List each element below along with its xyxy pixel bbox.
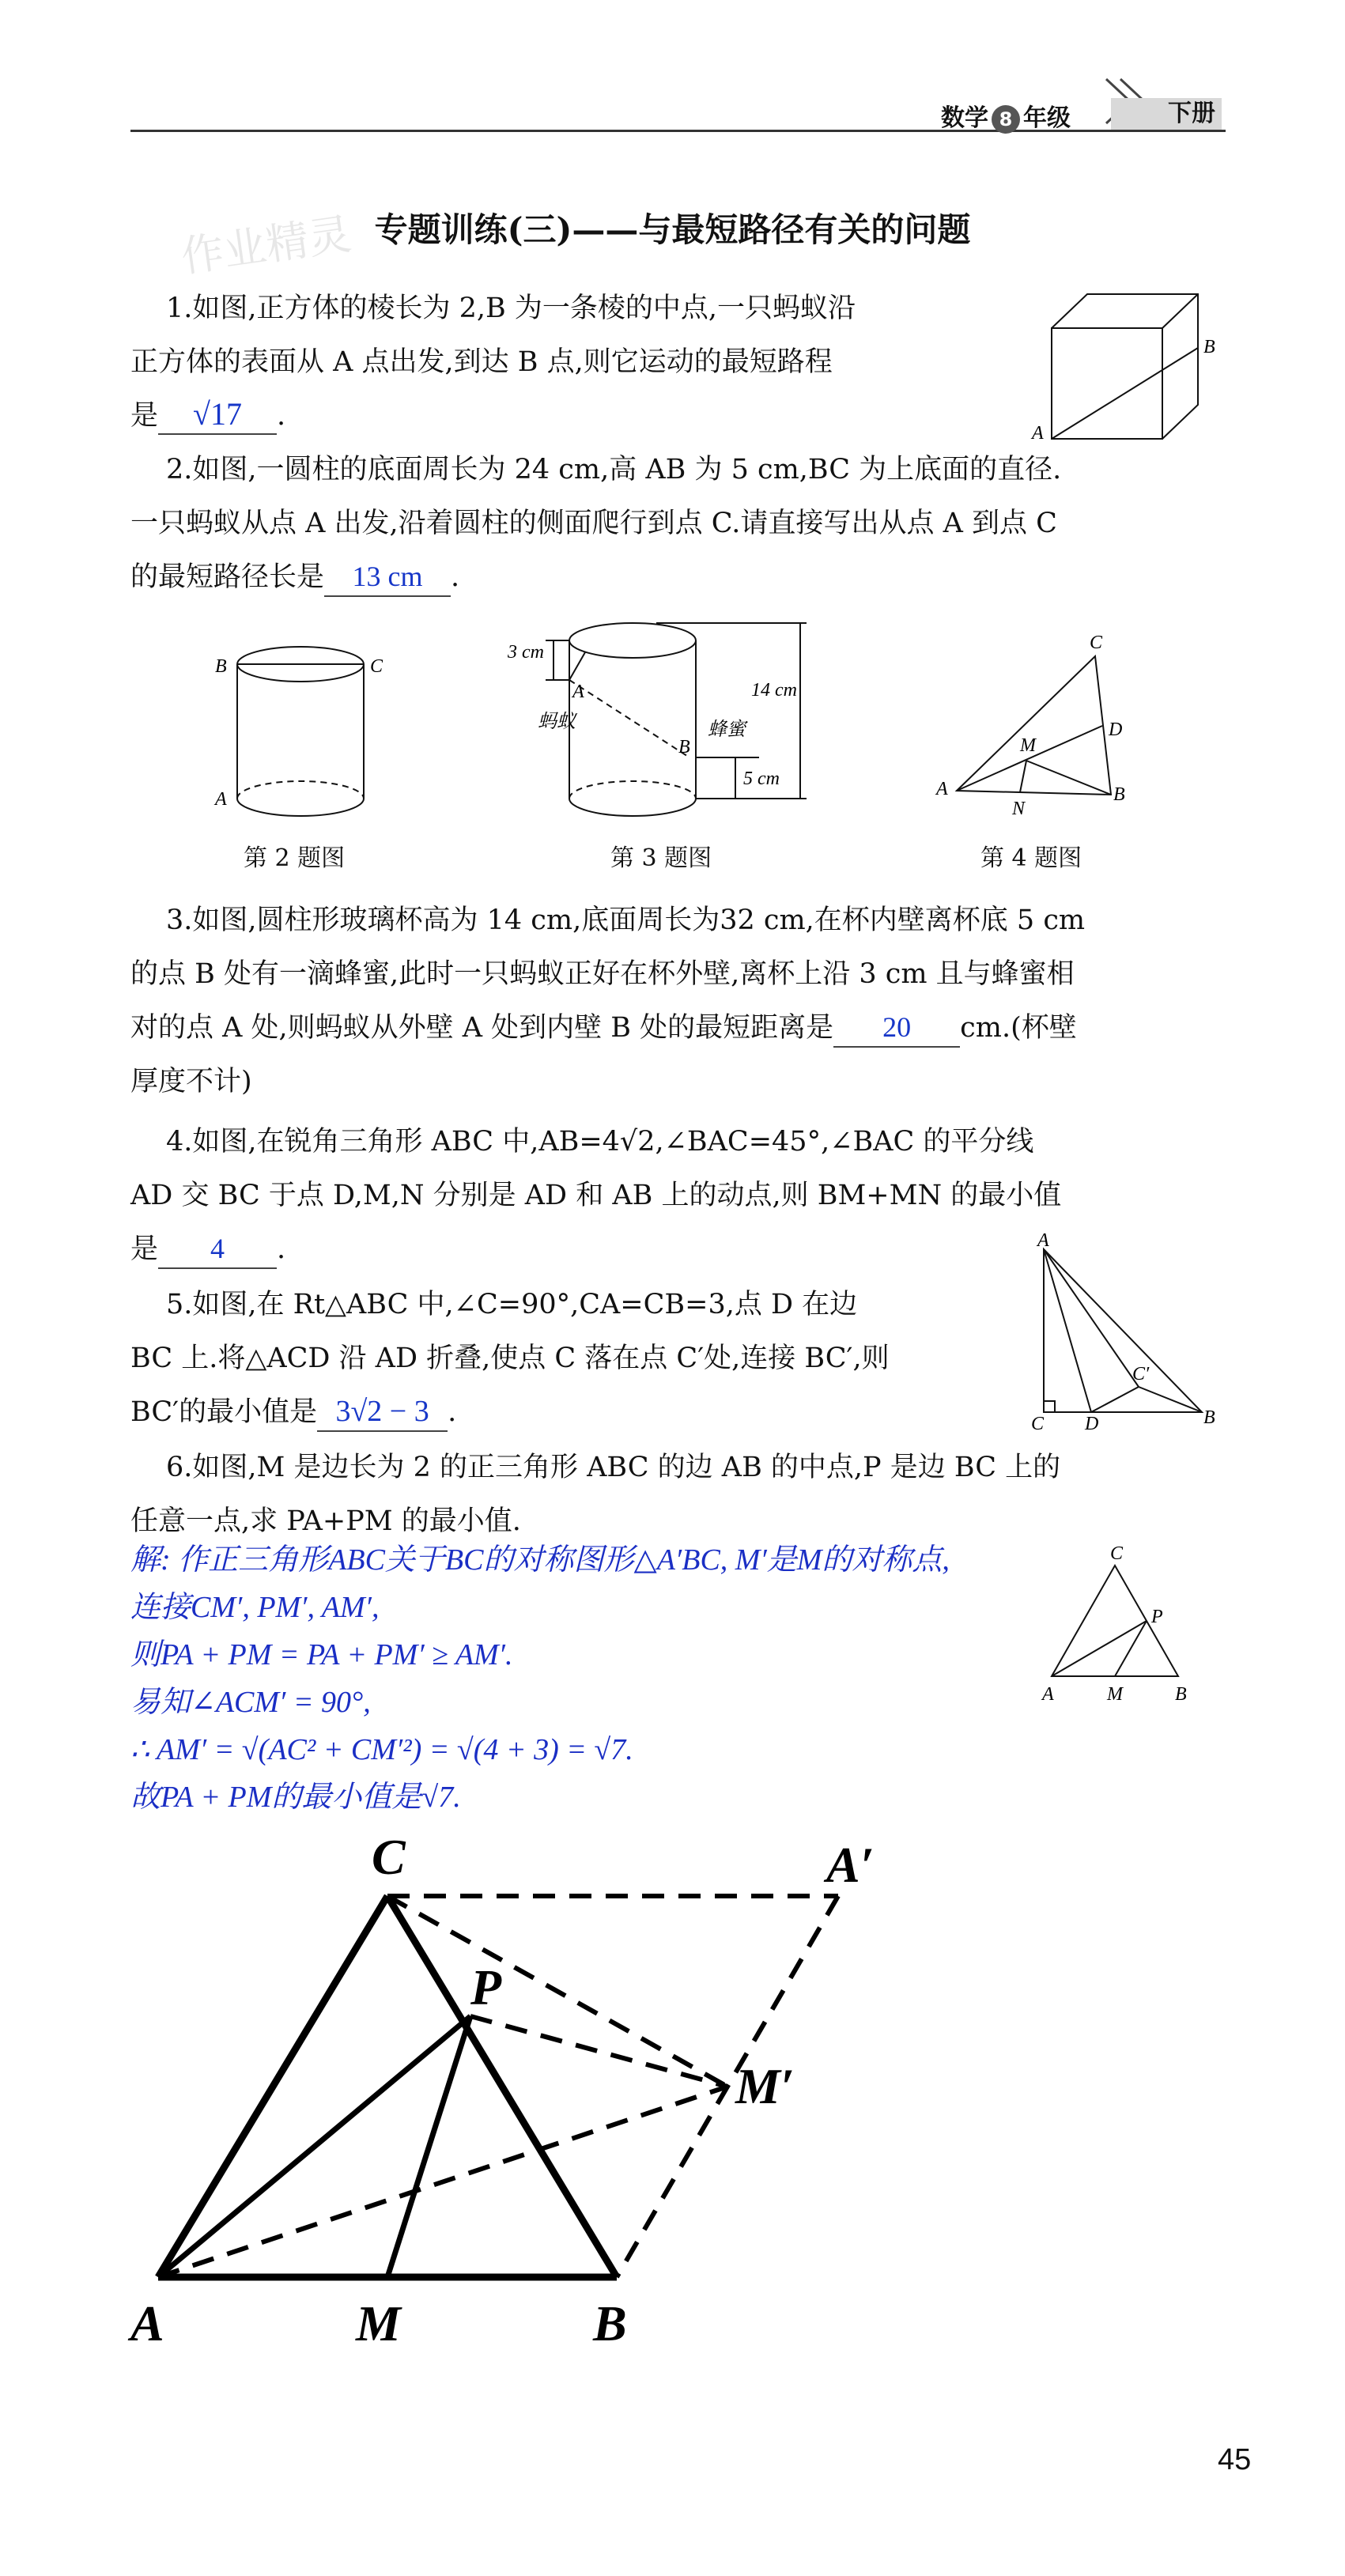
header-grade-label: 年级 bbox=[1023, 104, 1071, 132]
fig6-label-b: B bbox=[1175, 1684, 1187, 1705]
solution-line-4: 易知∠ACM′ = 90°, bbox=[130, 1686, 371, 1719]
fig6-label-c: C bbox=[1110, 1543, 1124, 1564]
caption-figure-3: 第 3 题图 bbox=[610, 844, 712, 872]
fig5-label-c-prime: C′ bbox=[1132, 1364, 1150, 1384]
fig5-label-b: B bbox=[1203, 1407, 1215, 1428]
caption-figure-4: 第 4 题图 bbox=[980, 844, 1082, 872]
problem-4-answer: 4 bbox=[158, 1229, 277, 1269]
problem-2-line-1: 2.如图,一圆柱的底面周长为 24 cm,高 AB 为 5 cm,BC 为上底面的直径. bbox=[166, 454, 1062, 485]
problem-4-answer-line bbox=[130, 1222, 285, 1276]
fig6-label-a: A bbox=[1042, 1684, 1054, 1705]
problem-3-answer-line bbox=[130, 1001, 1077, 1055]
problem-4-line-1: 4.如图,在锐角三角形 ABC 中,AB=4√2,∠BAC=45°,∠BAC 的平分线 bbox=[166, 1126, 1034, 1158]
fig3-label-honey: 蜂蜜 bbox=[708, 720, 746, 740]
fig3-label-a: A bbox=[572, 682, 584, 702]
problem-5-answer: 3√2 − 3 bbox=[317, 1392, 448, 1432]
figure-3-glass bbox=[506, 609, 822, 822]
problem-3-answer: 20 bbox=[833, 1008, 960, 1048]
fig5-label-c: C bbox=[1031, 1414, 1045, 1431]
problem-5-line-1: 5.如图,在 Rt△ABC 中,∠C=90°,CA=CB=3,点 D 在边 bbox=[166, 1289, 858, 1320]
fig3-label-b: B bbox=[678, 737, 690, 757]
solution-line-5: ∴ AM′ = √(AC² + CM′²) = √(4 + 3) = √7. bbox=[130, 1733, 633, 1766]
big-label-c: C bbox=[372, 1829, 406, 1885]
header-grade bbox=[941, 98, 1071, 134]
fig2-label-c: C bbox=[370, 656, 383, 677]
header-volume: 下册 bbox=[1111, 98, 1222, 130]
fig4-label-m: M bbox=[1020, 735, 1036, 756]
cube-label-a: A bbox=[1032, 423, 1044, 443]
fig3-label-3cm: 3 cm bbox=[508, 642, 544, 663]
cube-label-b: B bbox=[1203, 337, 1215, 357]
problem-4-suffix: . bbox=[277, 1233, 286, 1265]
fig6-label-m: M bbox=[1107, 1684, 1123, 1705]
problem-2-suffix: . bbox=[451, 561, 460, 593]
problem-1-line-2: 正方体的表面从 A 点出发,到达 B 点,则它运动的最短路程 bbox=[130, 346, 833, 378]
big-label-p: P bbox=[470, 1959, 502, 2015]
big-label-m: M bbox=[356, 2295, 401, 2351]
fig4-label-c: C bbox=[1090, 633, 1103, 653]
fig4-label-n: N bbox=[1012, 799, 1026, 819]
solution-line-1: 解: 作正三角形ABC关于BC的对称图形△A′BC, M′是M的对称点, bbox=[130, 1543, 950, 1577]
problem-1-line-1: 1.如图,正方体的棱长为 2,B 为一条棱的中点,一只蚂蚁沿 bbox=[166, 293, 856, 324]
problem-5-prefix: BC′的最小值是 bbox=[130, 1396, 318, 1428]
fig6-label-p: P bbox=[1151, 1607, 1163, 1627]
figure-6-triangle bbox=[1028, 1542, 1226, 1716]
problem-5-line-2: BC 上.将△ACD 沿 AD 折叠,使点 C 落在点 C′处,连接 BC′,则 bbox=[130, 1343, 890, 1374]
watermark: 作业精灵 bbox=[178, 209, 354, 282]
fig2-label-b: B bbox=[215, 656, 227, 677]
fig2-label-a: A bbox=[215, 789, 227, 810]
fig3-label-5cm: 5 cm bbox=[743, 769, 780, 789]
fig5-label-a: A bbox=[1037, 1233, 1049, 1251]
problem-1-prefix: 是 bbox=[130, 400, 159, 432]
solution-figure bbox=[127, 1811, 917, 2356]
fig4-label-d: D bbox=[1109, 720, 1123, 740]
fig3-label-14cm: 14 cm bbox=[751, 680, 797, 701]
big-label-m-prime: M′ bbox=[735, 2058, 795, 2114]
figure-4-triangle bbox=[933, 625, 1170, 822]
fig4-label-b: B bbox=[1113, 784, 1125, 805]
problem-6-line-1: 6.如图,M 是边长为 2 的正三角形 ABC 的边 AB 的中点,P 是边 BC 上的 bbox=[166, 1452, 1061, 1483]
problem-1-answer-line bbox=[130, 389, 285, 443]
problem-5-suffix: . bbox=[448, 1396, 457, 1428]
problem-2-line-2: 一只蚂蚁从点 A 出发,沿着圆柱的侧面爬行到点 C.请直接写出从点 A 到点 C bbox=[130, 508, 1057, 539]
fig5-label-d: D bbox=[1085, 1414, 1099, 1431]
figure-5-triangle bbox=[1020, 1233, 1226, 1431]
problem-6-line-2: 任意一点,求 PA+PM 的最小值. bbox=[130, 1505, 521, 1537]
big-label-a: A bbox=[130, 2295, 164, 2351]
problem-3-suffix: cm.(杯壁 bbox=[960, 1012, 1077, 1044]
problem-3-note: 厚度不计) bbox=[130, 1066, 252, 1097]
page-number: 45 bbox=[1218, 2443, 1252, 2476]
fig3-label-ant: 蚂蚁 bbox=[538, 712, 576, 732]
solution-line-6: 故PA + PM的最小值是√7. bbox=[130, 1781, 461, 1814]
problem-2-answer: 13 cm bbox=[324, 557, 451, 597]
problem-4-prefix: 是 bbox=[130, 1233, 159, 1265]
problem-2-answer-line bbox=[130, 550, 459, 604]
problem-5-answer-line bbox=[130, 1385, 456, 1439]
problem-1-answer: √17 bbox=[158, 395, 277, 435]
big-label-b: B bbox=[593, 2295, 627, 2351]
problem-1-suffix: . bbox=[277, 400, 286, 432]
big-label-a-prime: A′ bbox=[826, 1837, 875, 1893]
problem-3-line-2: 的点 B 处有一滴蜂蜜,此时一只蚂蚁正好在杯外壁,离杯上沿 3 cm 且与蜂蜜相 bbox=[130, 958, 1075, 990]
grade-badge: 8 bbox=[992, 105, 1020, 134]
problem-3-prefix: 对的点 A 处,则蚂蚁从外壁 A 处到内壁 B 处的最短距离是 bbox=[130, 1012, 834, 1044]
solution-line-3: 则PA + PM = PA + PM′ ≥ AM′. bbox=[130, 1638, 513, 1671]
figure-2-cylinder bbox=[206, 633, 395, 822]
problem-4-line-2: AD 交 BC 于点 D,M,N 分别是 AD 和 AB 上的动点,则 BM+MN 的最小值 bbox=[130, 1180, 1062, 1211]
problem-3-line-1: 3.如图,圆柱形玻璃杯高为 14 cm,底面周长为32 cm,在杯内壁离杯底 5 cm bbox=[166, 905, 1086, 936]
page-title: 专题训练(三)——与最短路径有关的问题 bbox=[374, 210, 971, 249]
problem-2-prefix: 的最短路径长是 bbox=[130, 561, 325, 593]
solution-line-2: 连接CM′, PM′, AM′, bbox=[130, 1591, 380, 1624]
cube-figure bbox=[1028, 285, 1226, 443]
header-subject: 数学 bbox=[941, 104, 988, 132]
caption-figure-2: 第 2 题图 bbox=[244, 844, 346, 872]
fig4-label-a: A bbox=[936, 779, 948, 799]
